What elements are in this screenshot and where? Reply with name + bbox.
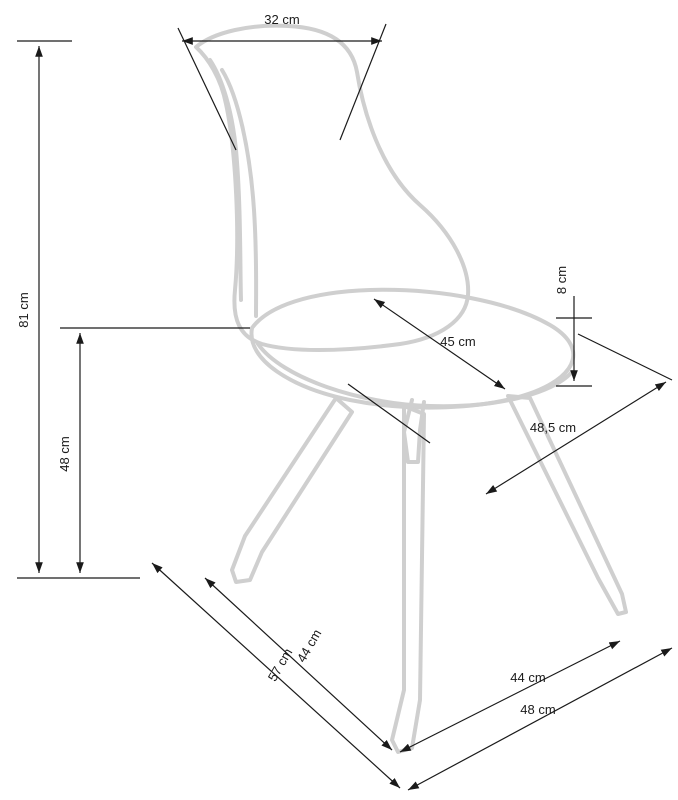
dimension-seat-back-width	[178, 24, 386, 150]
dimension-label-seat-back-width: 32 cm	[264, 12, 300, 27]
dimension-label-leg-footprint-width: 48 cm	[520, 702, 556, 717]
dimension-cushion-thickness	[556, 296, 592, 386]
dimension-leg-spread-depth	[205, 578, 392, 750]
leader-line	[178, 28, 236, 150]
dimension-label-seat-depth: 45 cm	[440, 334, 476, 349]
dimension-line	[205, 578, 392, 750]
dimension-label-leg-spread-depth: 44 cm	[293, 626, 325, 665]
dimension-label-leg-footprint-depth: 57 cm	[264, 645, 296, 684]
dimension-label-seat-width-overall: 48,5 cm	[529, 420, 577, 435]
chair-leg-front-left	[232, 398, 352, 582]
chair-illustration	[196, 26, 626, 752]
leader-line	[578, 334, 672, 380]
dimension-label-leg-spread-width: 44 cm	[510, 670, 546, 685]
dimension-total-height	[17, 41, 140, 578]
dimension-label-seat-height: 48 cm	[57, 436, 72, 472]
dimension-seat-width-overall	[348, 334, 672, 494]
dimension-label-total-height: 81 cm	[16, 292, 31, 328]
dimension-seat-height	[60, 328, 250, 573]
dimension-label-cushion-thickness: 8 cm	[554, 265, 569, 295]
